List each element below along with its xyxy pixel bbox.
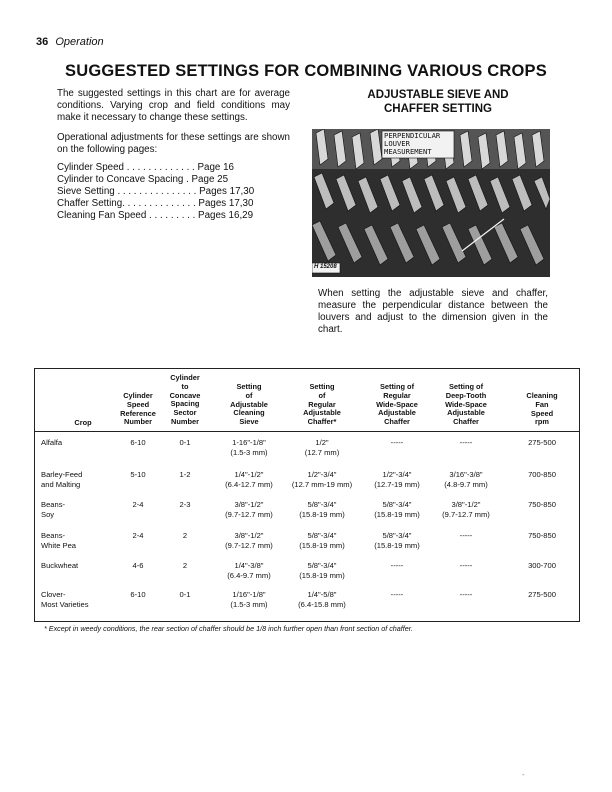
table-cell-deep-chaffer: 3/16"-3/8" (4.8-9.7 mm)	[444, 470, 488, 489]
table-cell-sieve: 3/8"-1/2" (9.7-12.7 mm)	[225, 531, 273, 550]
column-header-concave-spacing: Cylinder to Concave Spacing Sector Number	[169, 373, 201, 426]
table-cell-fan: 275-500	[528, 438, 556, 447]
table-cell-crop: Beans- White Pea	[41, 531, 77, 550]
table-cell-wide-chaffer: 5/8"-3/4" (15.8-19 mm)	[374, 531, 420, 550]
table-cell-fan: 700-850	[528, 470, 556, 479]
table-cell-speed: 2-4	[132, 500, 144, 509]
table-cell-crop: Clover- Most Varieties	[41, 590, 89, 609]
table-cell-regular-chaffer: 5/8"-3/4" (15.8-19 mm)	[299, 500, 345, 519]
page-number: 36	[36, 36, 49, 48]
table-cell-wide-chaffer: 5/8"-3/4" (15.8-19 mm)	[374, 500, 420, 519]
photo-code: H 15208	[314, 264, 337, 270]
page-ref-item: Sieve Setting . . . . . . . . . . . . . . . Pages 17,30	[57, 186, 255, 197]
table-cell-regular-chaffer: 1/2" (12.7 mm)	[304, 438, 340, 457]
table-header-divider	[35, 431, 579, 432]
table-cell-spacing: 1-2	[179, 470, 191, 479]
table-cell-regular-chaffer: 1/2"-3/4" (12.7 mm-19 mm)	[291, 470, 353, 489]
column-header-sieve: Setting of Adjustable Cleaning Sieve	[230, 382, 268, 427]
table-cell-spacing: 2	[182, 561, 188, 570]
column-header-cylinder-speed: Cylinder Speed Reference Number	[120, 391, 156, 427]
table-cell-regular-chaffer: 5/8"-3/4" (15.8-19 mm)	[299, 531, 345, 550]
table-cell-wide-chaffer: -----	[390, 561, 404, 570]
table-cell-deep-chaffer: -----	[459, 531, 473, 540]
table-cell-sieve: 1/4"-3/8" (6.4-9.7 mm)	[227, 561, 271, 580]
table-cell-speed: 6-10	[130, 590, 146, 599]
page-reference-list	[57, 162, 297, 222]
section-name: Operation	[55, 36, 104, 48]
table-cell-spacing: 2-3	[179, 500, 191, 509]
figure-caption: When setting the adjustable sieve and chaffer, measure the perpendicular distance between the louvers and adjust to the dimension given in the chart.	[318, 288, 548, 335]
column-header-crop: Crop	[74, 418, 92, 427]
page-header	[36, 36, 104, 48]
table-cell-wide-chaffer: 1/2"-3/4" (12.7-19 mm)	[374, 470, 420, 489]
table-cell-speed: 6-10	[130, 438, 146, 447]
table-cell-wide-chaffer: -----	[390, 590, 404, 599]
intro-paragraph: The suggested settings in this chart are for average conditions. Varying crop and field conditions may make it necessary to change these settings.	[57, 88, 290, 123]
page-ref-item: Cylinder Speed . . . . . . . . . . . . . Page 16	[57, 162, 234, 173]
table-cell-speed: 4-6	[132, 561, 144, 570]
table-cell-speed: 5-10	[130, 470, 146, 479]
table-cell-fan: 750-850	[528, 500, 556, 509]
table-cell-wide-chaffer: -----	[390, 438, 404, 447]
figure-title: ADJUSTABLE SIEVE AND CHAFFER SETTING	[367, 89, 509, 115]
table-cell-spacing: 2	[182, 531, 188, 540]
table-cell-deep-chaffer: 3/8"-1/2" (9.7-12.7 mm)	[442, 500, 490, 519]
table-cell-deep-chaffer: -----	[459, 590, 473, 599]
page-title: SUGGESTED SETTINGS FOR COMBINING VARIOUS CROPS	[65, 62, 547, 80]
table-cell-regular-chaffer: 5/8"-3/4" (15.8-19 mm)	[299, 561, 345, 580]
column-header-wide-space-chaffer: Setting of Regular Wide-Space Adjustable Chaffer	[376, 382, 418, 427]
table-cell-crop: Buckwheat	[41, 561, 79, 570]
table-cell-spacing: 0-1	[179, 438, 191, 447]
table-cell-fan: 300-700	[528, 561, 556, 570]
table-cell-crop: Alfalfa	[41, 438, 63, 447]
settings-table	[34, 368, 580, 622]
table-footnote: * Except in weedy conditions, the rear section of chaffer should be 1/8 inch further open than front section of chaffer.	[44, 624, 413, 633]
page-ref-item: Cylinder to Concave Spacing . Page 25	[57, 174, 229, 185]
table-cell-speed: 2-4	[132, 531, 144, 540]
column-header-regular-chaffer: Setting of Regular Adjustable Chaffer*	[303, 382, 341, 427]
table-cell-fan: 750-850	[528, 531, 556, 540]
operations-paragraph: Operational adjustments for these settings are shown on the following pages:	[57, 132, 290, 155]
table-cell-sieve: 1/16"-1/8" (1.5-3 mm)	[230, 590, 268, 609]
table-cell-deep-chaffer: -----	[459, 561, 473, 570]
page-ref-item: Cleaning Fan Speed . . . . . . . . . Pages 16,29	[57, 210, 254, 221]
table-cell-sieve: 1-16"-1/8" (1.5-3 mm)	[230, 438, 268, 457]
sieve-photo	[312, 129, 550, 277]
photo-callout-label: PERPENDICULAR LOUVER MEASUREMENT	[384, 131, 441, 157]
table-cell-spacing: 0-1	[179, 590, 191, 599]
table-cell-sieve: 1/4"-1/2" (6.4-12.7 mm)	[225, 470, 273, 489]
corner-mark: -	[522, 770, 525, 779]
page-ref-item: Chaffer Setting. . . . . . . . . . . . . . Pages 17,30	[57, 198, 254, 209]
table-cell-fan: 275-500	[528, 590, 556, 599]
table-cell-crop: Barley-Feed and Malting	[41, 470, 83, 489]
table-cell-deep-chaffer: -----	[459, 438, 473, 447]
column-header-fan-speed: Cleaning Fan Speed rpm	[526, 391, 558, 427]
column-header-deep-tooth-chaffer: Setting of Deep-Tooth Wide-Space Adjustable Chaffer	[445, 382, 487, 427]
table-cell-sieve: 3/8"-1/2" (9.7-12.7 mm)	[225, 500, 273, 519]
table-cell-regular-chaffer: 1/4"-5/8" (6.4-15.8 mm)	[298, 590, 346, 609]
table-cell-crop: Beans- Soy	[41, 500, 66, 519]
